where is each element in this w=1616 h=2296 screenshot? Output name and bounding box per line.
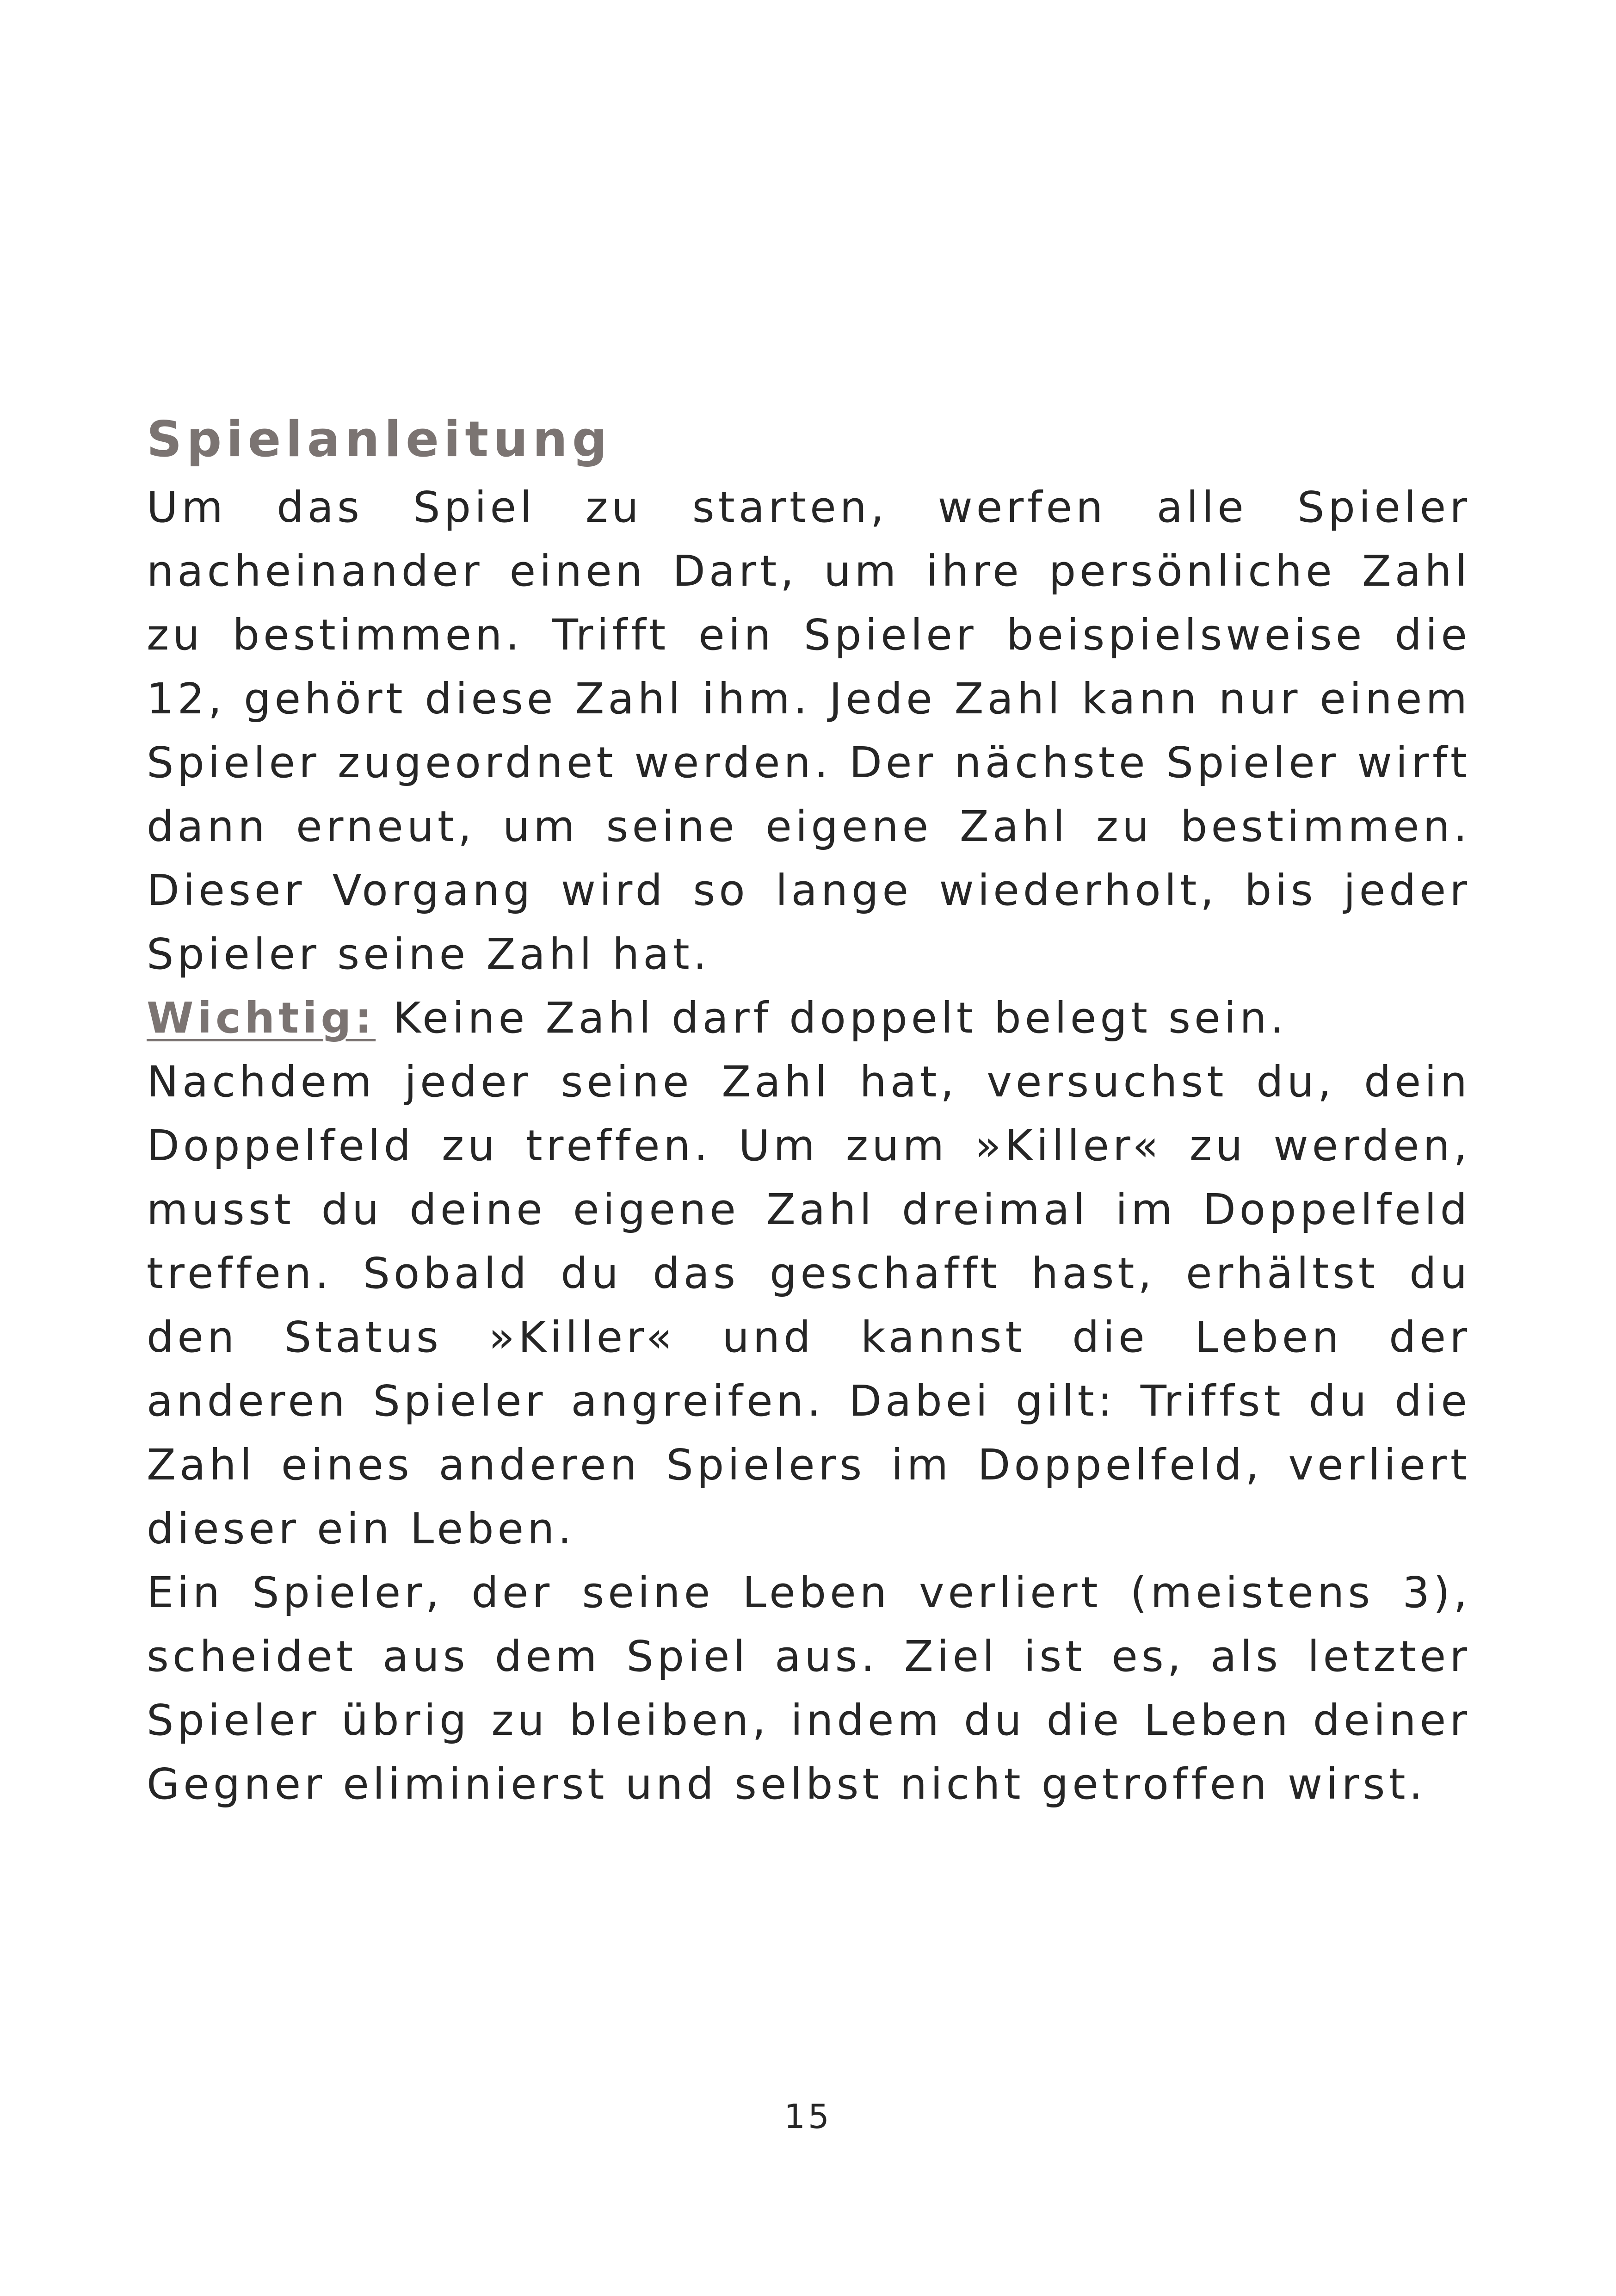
paragraph-killer: Nachdem jeder seine Zahl hat, versuchst du, dein Doppelfeld zu treffen. Um zum »Killer« zu werden, musst du deine eigene Zahl dreimal im Doppelfeld treffen. Sobald du das geschafft hast, erhältst du den Status »Killer« und kannst die Leben der anderen Spieler angreifen. Dabei gilt: Triffst du die Zahl eines anderen Spielers im Doppelfeld, verliert dieser ein Leben. (147, 1057, 1471, 1553)
page-number: 15 (784, 2097, 832, 2136)
important-note (147, 986, 1471, 1050)
paragraph-goal: Ein Spieler, der seine Leben verliert (meistens 3), scheidet aus dem Spiel aus. Ziel ist es, als letzter Spieler übrig zu bleiben, indem du die Leben deiner Gegner eliminierst und selbst nicht getroffen wirst. (147, 1568, 1471, 1809)
instructions-section (147, 407, 1471, 1816)
important-label: Wichtig: (147, 993, 376, 1043)
section-heading: Spielanleitung (147, 411, 612, 468)
paragraph-setup: Um das Spiel zu starten, werfen alle Spieler nacheinander einen Dart, um ihre persönliche Zahl zu bestimmen. Trifft ein Spieler beispielsweise die 12, gehört diese Zahl ihm. Jede Zahl kann nur einem Spieler zugeordnet werden. Der nächste Spieler wirft dann erneut, um seine eigene Zahl zu bestimmen. Dieser Vorgang wird so lange wiederholt, bis jeder Spieler seine Zahl hat. (147, 483, 1471, 979)
important-text: Keine Zahl darf doppelt belegt sein. (376, 993, 1288, 1043)
